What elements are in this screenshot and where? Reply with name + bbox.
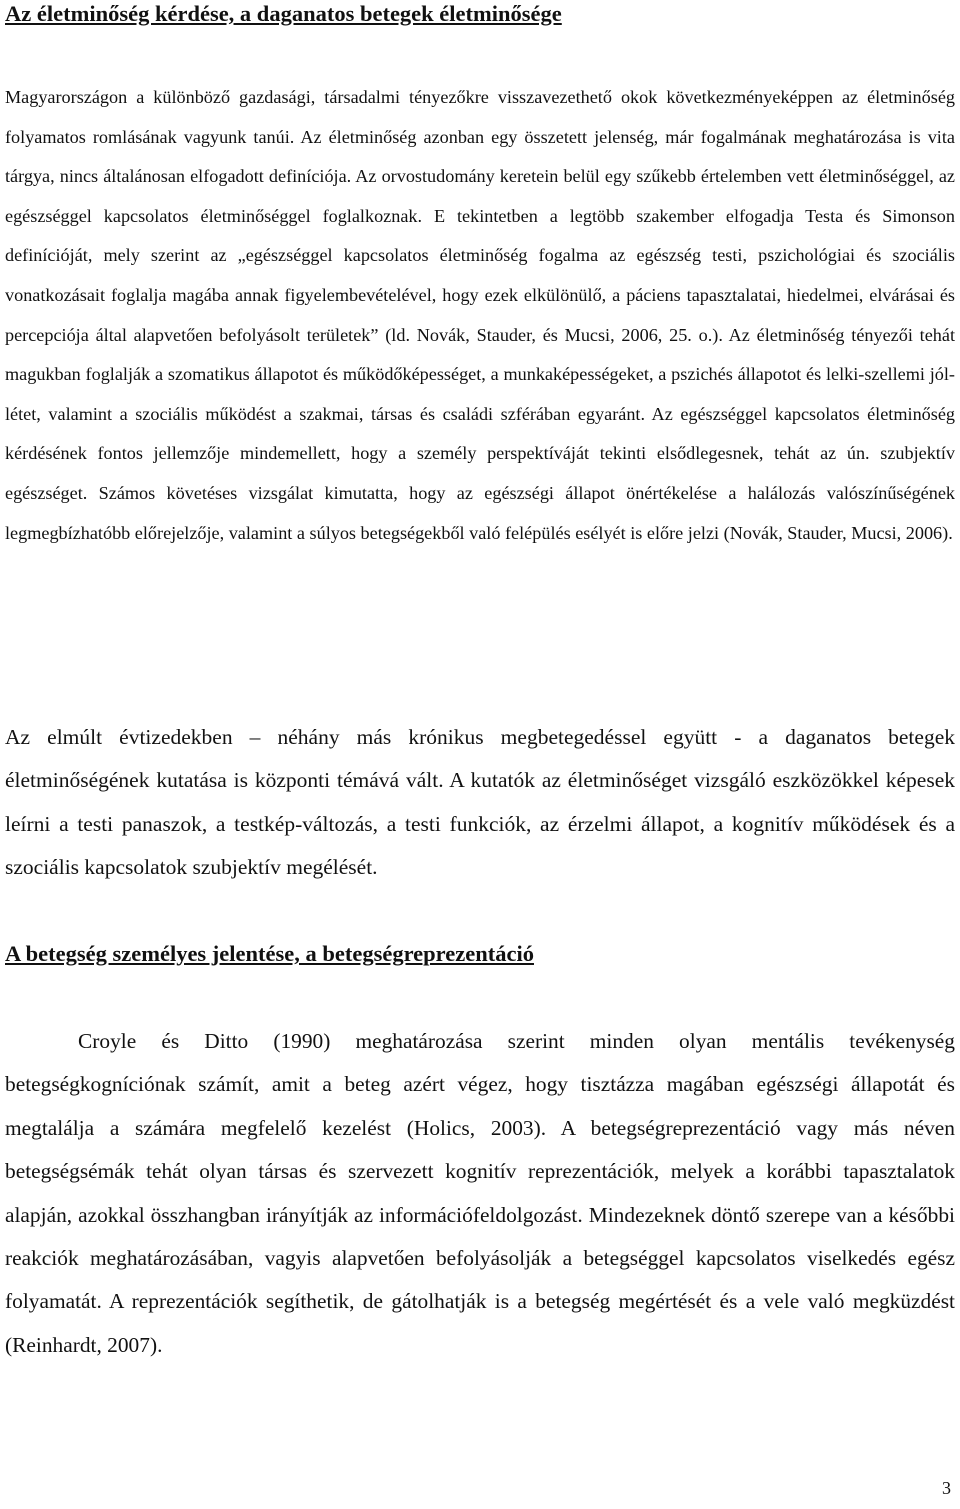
section-title-illness-representation: A betegség személyes jelentése, a betegségreprezentáció: [5, 941, 534, 966]
paragraph-quality-of-life-intro: Magyarországon a különböző gazdasági, társadalmi tényezőkre visszavezethető okok következményeképpen az életminőség folyamatos romlásának vagyunk tanúi. Az életminőség azonban egy összetett jelenség, már fogalmának meghatározása is vita tárgya, nincs általánosan elfogadott definíciója. Az orvostudomány keretein belül egy szűkebb értelemben vett életminőséggel, az egészséggel kapcsolatos életminőséggel foglalkoznak. E tekintetben a legtöbb szakember elfogadja Testa és Simonson definícióját, mely szerint az „egészséggel kapcsolatos életminőség fogalma az egészség testi, pszichológiai és szociális vonatkozásait foglalja magába annak figyelembevételével, hogy ezek elkülönülő, a páciens tapasztalatai, hiedelmei, elvárásai és percepciója által alapvetően befolyásolt területek” (ld. Novák, Stauder, és Mucsi, 2006, 25. o.). Az életminőség tényezői tehát magukban foglalják a szomatikus állapotot és működőképességet, a munkaképességeket, a pszichés állapotot és lelki-szellemi jól-létet, valamint a szociális működést a szakmai, társas és családi szférában egyaránt. Az egészséggel kapcsolatos életminőség kérdésének fontos jellemzője mindemellett, hogy a személy perspektíváját tekinti elsődlegesnek, tehát az ún. szubjektív egészséget. Számos követéses vizsgálat kimutatta, hogy az egészségi állapot önértékelése a halálozás valószínűségének legmegbízhatóbb előrejelzője, valamint a súlyos betegségekből való felépülés esélyét is előre jelzi (Novák, Stauder, Mucsi, 2006).: [5, 87, 955, 543]
paragraph-cancer-research: Az elmúlt évtizedekben – néhány más krónikus megbetegedéssel együtt - a daganatos betegek életminőségének kutatása is központi témává vált. A kutatók az életminőséget vizsgáló eszközökkel képesek leírni a testi panaszok, a testkép-változás, a testi funkciók, az érzelmi állapot, a kognitív működések és a szociális kapcsolatok szubjektív megélését.: [5, 725, 955, 879]
section-title-quality-of-life: Az életminőség kérdése, a daganatos betegek életminősége: [5, 1, 562, 26]
paragraph-illness-cognition: Croyle és Ditto (1990) meghatározása szerint minden olyan mentális tevékenység betegségkogníciónak számít, amit a beteg azért végez, hogy tisztázza magában egészségi állapotát és megtalálja a számára megfelelő kezelést (Holics, 2003). A betegségreprezentáció vagy más néven betegségsémák tehát olyan társas és szervezett kognitív reprezentációk, melyek a korábbi tapasztalatok alapján, azokkal összhangban irányítják az információfeldolgozást. Mindezeknek döntő szerepe van a későbbi reakciók meghatározásában, vagyis alapvetően befolyásolják a betegséggel kapcsolatos viselkedés egész folyamatát. A reprezentációk segíthetik, de gátolhatják is a betegség megértését és a vele való megküzdést (Reinhardt, 2007).: [5, 1029, 955, 1357]
page-number: 3: [942, 1478, 951, 1498]
